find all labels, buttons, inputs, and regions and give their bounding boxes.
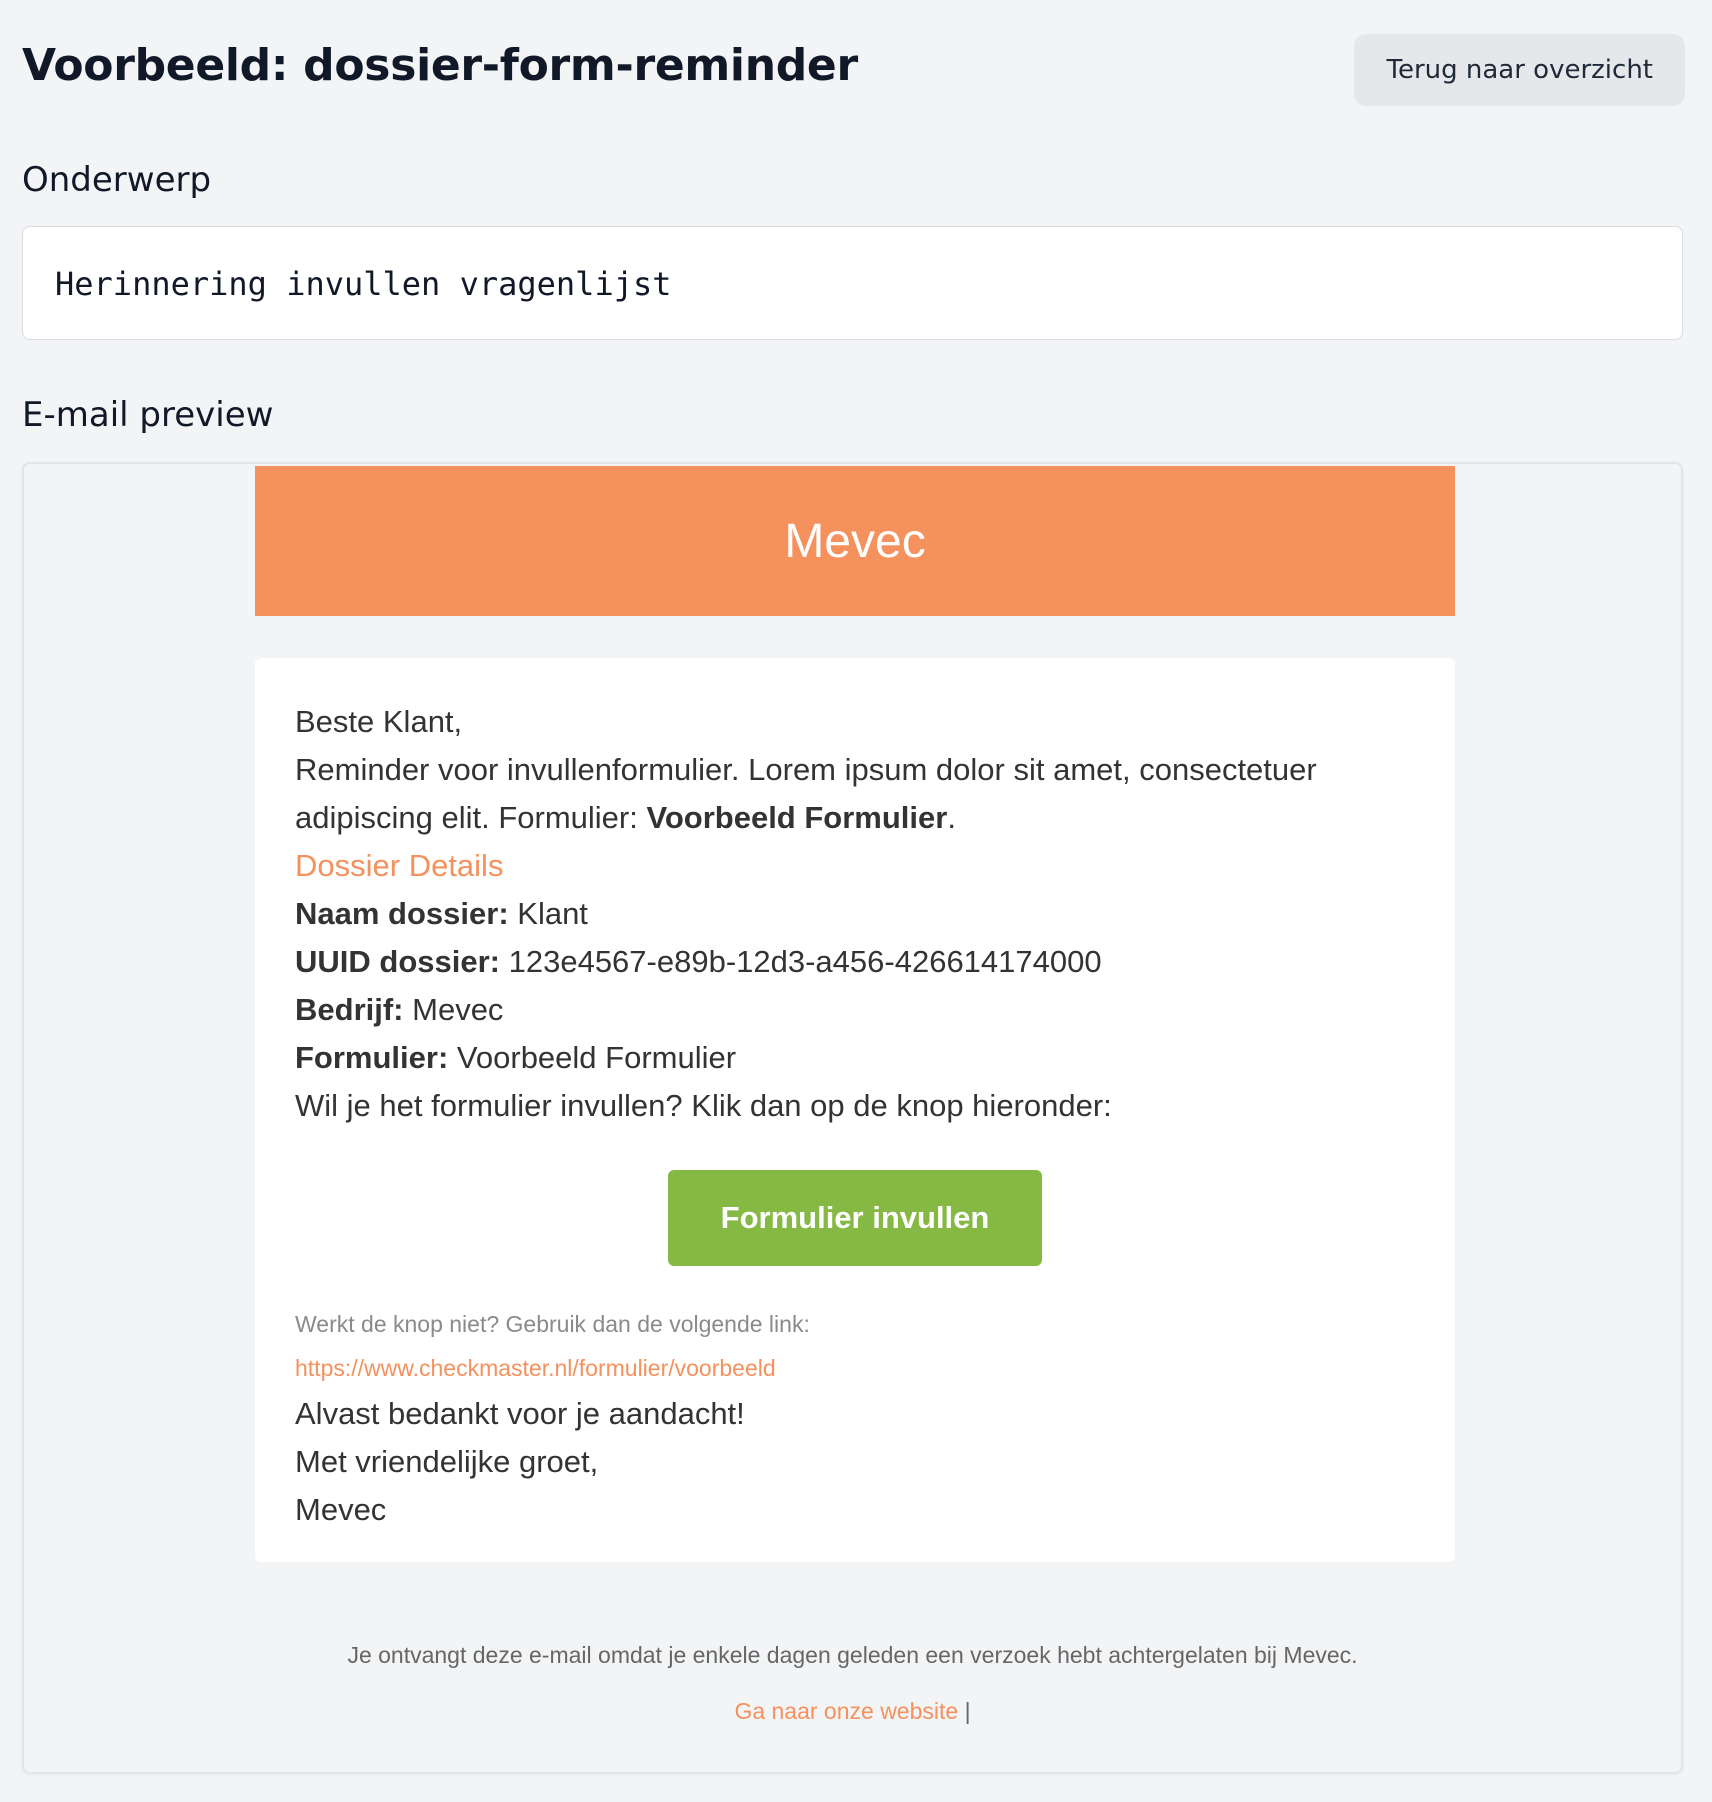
detail-value: Voorbeeld Formulier bbox=[456, 1040, 737, 1075]
email-intro-text: Reminder voor invullenformulier. Lorem ipsum dolor sit amet, consectetuer adipiscing elit. Formulier: bbox=[295, 752, 1317, 835]
email-intro bbox=[295, 746, 1415, 842]
detail-row-bedrijf bbox=[295, 986, 1415, 1034]
detail-label: Naam dossier: bbox=[295, 896, 509, 931]
website-link[interactable]: Ga naar onze website bbox=[734, 1698, 959, 1724]
subject-text: Herinnering invullen vragenlijst bbox=[55, 265, 672, 303]
fallback-note: Werkt de knop niet? Gebruik dan de volgende link: bbox=[295, 1311, 810, 1337]
email-footer-links bbox=[24, 1698, 1681, 1725]
email-preview-frame bbox=[22, 462, 1683, 1774]
detail-label: Bedrijf: bbox=[295, 992, 404, 1027]
email-body bbox=[255, 658, 1455, 1562]
back-to-overview-button[interactable]: Terug naar overzicht bbox=[1354, 34, 1685, 106]
fill-form-button[interactable]: Formulier invullen bbox=[668, 1170, 1042, 1266]
email-header-brand: Mevec bbox=[784, 514, 926, 568]
detail-value: 123e4567-e89b-12d3-a456-426614174000 bbox=[508, 944, 1102, 979]
email-intro-end: . bbox=[947, 800, 956, 835]
detail-label: Formulier: bbox=[295, 1040, 449, 1075]
detail-row-uuid bbox=[295, 938, 1415, 986]
email-footer-text: Je ontvangt deze e-mail omdat je enkele dagen geleden een verzoek hebt achtergelaten bij Mevec. bbox=[347, 1642, 1358, 1668]
preview-label: E-mail preview bbox=[22, 395, 274, 435]
email-greeting: Beste Klant, bbox=[295, 704, 463, 739]
dossier-details-heading: Dossier Details bbox=[295, 848, 504, 883]
page bbox=[22, 0, 1685, 1724]
cta-prompt: Wil je het formulier invullen? Klik dan op de knop hieronder: bbox=[295, 1088, 1112, 1123]
detail-row-formulier bbox=[295, 1034, 1415, 1082]
email-signature: Mevec bbox=[295, 1492, 387, 1527]
detail-row-naam bbox=[295, 890, 1415, 938]
subject-box bbox=[22, 226, 1683, 340]
top-bar bbox=[22, 0, 1685, 140]
detail-label: UUID dossier: bbox=[295, 944, 500, 979]
page-title: Voorbeeld: dossier-form-reminder bbox=[22, 40, 858, 91]
email-thanks: Alvast bedankt voor je aandacht! bbox=[295, 1396, 745, 1431]
email-intro-form-name: Voorbeeld Formulier bbox=[646, 800, 948, 835]
fallback-link[interactable]: https://www.checkmaster.nl/formulier/voorbeeld bbox=[295, 1355, 776, 1381]
footer-separator: | bbox=[964, 1698, 971, 1724]
cta-wrapper bbox=[295, 1170, 1415, 1266]
subject-label: Onderwerp bbox=[22, 160, 212, 200]
email-closing: Met vriendelijke groet, bbox=[295, 1444, 599, 1479]
detail-value: Mevec bbox=[412, 992, 504, 1027]
detail-value: Klant bbox=[517, 896, 588, 931]
email-header-banner bbox=[255, 466, 1455, 616]
